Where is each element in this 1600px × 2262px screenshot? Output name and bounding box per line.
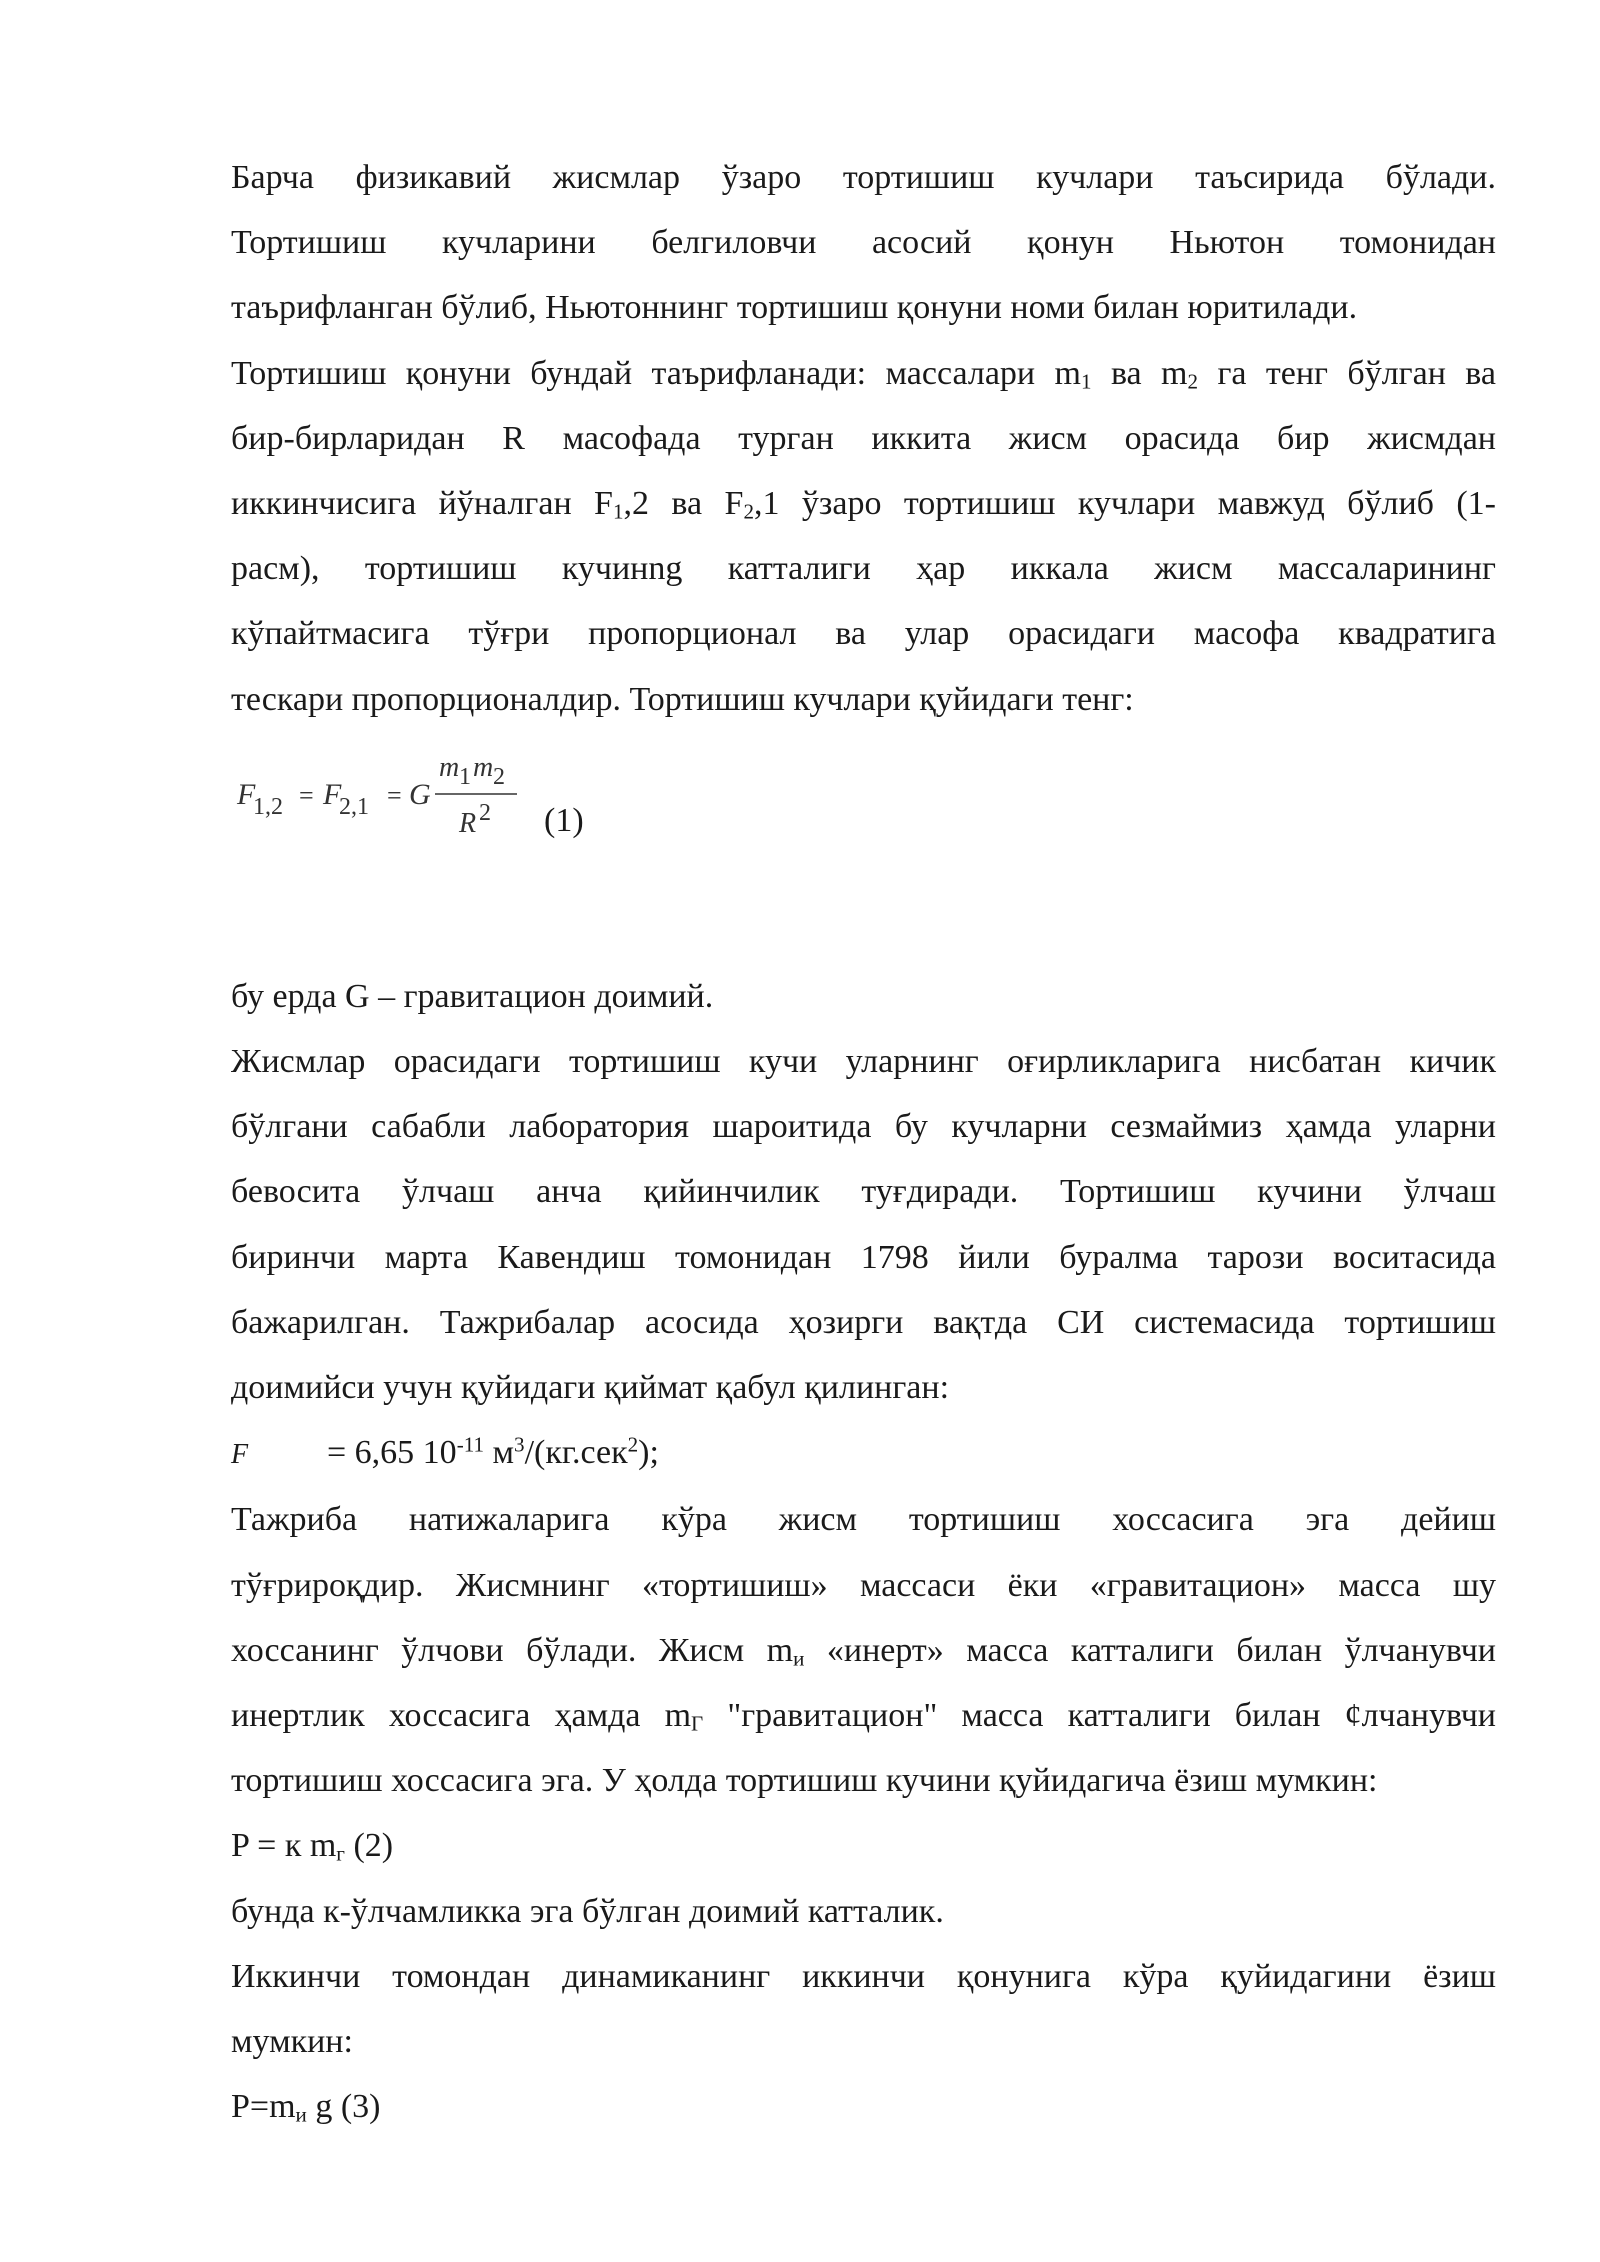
subscript: 2 — [1187, 369, 1199, 394]
constant-line — [231, 1420, 1496, 1487]
formula-block — [231, 732, 1496, 964]
subscript: и — [295, 2102, 307, 2127]
text-run: Тортишиш қонуни бундай таърифланади: массалари m — [231, 354, 1081, 392]
constant-symbol: F — [231, 1439, 249, 1471]
superscript: -11 — [456, 1432, 485, 1457]
text-run: P = к m — [231, 1827, 337, 1865]
text-line — [231, 341, 1496, 406]
text-line: доимийси учун қуйидаги қиймат қабул қилинган: — [231, 1369, 950, 1407]
text-run: иккинчисига йўналган F — [231, 485, 613, 523]
document-body — [231, 145, 1496, 2139]
subscript: 1 — [1080, 369, 1092, 394]
text-run: ,2 ва F — [623, 485, 744, 523]
text-line: биринчи марта Кавендиш томонидан 1798 йили буралма тарози воситасида — [231, 1238, 1496, 1276]
text-line: тортишиш хоссасига эга. У ҳолда тортишиш кучини қуйидагича ёзиш мумкин: — [231, 1762, 1378, 1800]
formula-equals: = — [387, 780, 402, 810]
text-line — [231, 471, 1496, 536]
formula-equals: = — [299, 780, 314, 810]
formula-mid-sub: 2,1 — [339, 793, 369, 820]
formula-den: R — [459, 807, 477, 839]
text-run: (2) — [344, 1827, 394, 1865]
text-line — [231, 1618, 1496, 1683]
text-line: бевосита ўлчаш анча қийинчилик туғдиради. Тортишиш кучини ўлчаш — [231, 1173, 1496, 1211]
subscript: 1 — [612, 499, 624, 524]
formula-num-m2: m — [473, 751, 494, 783]
text-line: расм), тортишиш кучинng катталиги ҳар иккала жисм массаларининг — [231, 550, 1496, 588]
formula-num-sub2: 2 — [493, 763, 505, 790]
formula-mid: F — [323, 777, 342, 811]
formula-den-sup: 2 — [479, 799, 491, 826]
text-line: бу ерда G – гравитацион доимий. — [231, 977, 714, 1015]
subscript: Г — [691, 1711, 704, 1736]
text-line: кўпайтмасига тўғри пропорционал ва улар орасидаги масофа квадратига — [231, 615, 1496, 653]
text-run: «инерт» масса катталиги билан ўлчанувчи — [804, 1631, 1496, 1669]
text-line: Тажриба натижаларига кўра жисм тортишиш хоссасига эга дейиш — [231, 1501, 1496, 1539]
equation-number: (1) — [544, 801, 584, 839]
formula-lhs-sub: 1,2 — [253, 793, 283, 820]
text-line: Барча физикавий жисмлар ўзаро тортишиш кучлари таъсирида бўлади. — [231, 159, 1496, 196]
text-line: Жисмлар орасидаги тортишиш кучи уларнинг оғирликларига нисбатан кичик — [231, 1043, 1496, 1081]
subscript: и — [793, 1646, 805, 1671]
text-line: бунда к-ўлчамликка эга бўлган доимий катталик. — [231, 1892, 944, 1930]
superscript: 2 — [627, 1432, 639, 1457]
text-run: га тенг бўлган ва — [1198, 354, 1496, 392]
superscript: 3 — [514, 1432, 525, 1457]
text-line: бўлгани сабабли лаборатория шароитида бу кучларни сезмаймиз ҳамда уларни — [231, 1108, 1496, 1146]
subscript: г — [336, 1842, 345, 1867]
text-line: тескари пропорционалдир. Тортишиш кучлари қуйидаги тенг: — [231, 680, 1134, 718]
text-run: ); — [638, 1434, 659, 1472]
text-run: /(кг.сек — [524, 1434, 628, 1472]
text-run: "гравитацион" масса катталиги билан ¢лчанувчи — [703, 1697, 1496, 1735]
text-run: = 6,65 10 — [327, 1434, 457, 1472]
subscript: 2 — [743, 499, 755, 524]
equation-line — [231, 2074, 1496, 2139]
text-line: Тортишиш кучларини белгиловчи асосий қонун Ньютон томонидан — [231, 224, 1496, 262]
text-line: бажарилган. Тажрибалар асосида ҳозирги вақтда СИ системасида тортишиш — [231, 1303, 1496, 1341]
formula-lhs: F — [237, 777, 256, 811]
gravitation-formula — [231, 732, 531, 852]
text-run: ,1 ўзаро тортишиш кучлари мавжуд бўлиб (1- — [754, 485, 1497, 523]
equation-line — [231, 1813, 1496, 1878]
text-line: тўғрироқдир. Жисмнинг «тортишиш» массаси ёки «гравитацион» масса шу — [231, 1566, 1496, 1604]
text-line: бир-бирларидан R масофада турган иккита жисм орасида бир жисмдан — [231, 419, 1496, 457]
text-run: м — [484, 1434, 515, 1472]
text-line: Иккинчи томондан динамиканинг иккинчи қонунига кўра қуйидагини ёзиш — [231, 1957, 1496, 1995]
formula-num-m1: m — [439, 751, 460, 783]
text-run: ва m — [1091, 354, 1188, 392]
text-line: таърифланган бўлиб, Ньютоннинг тортишиш қонуни номи билан юритилади. — [231, 289, 1358, 327]
text-line — [231, 1683, 1496, 1748]
formula-num-sub1: 1 — [459, 763, 471, 790]
formula-g: G — [409, 777, 431, 811]
text-line: мумкин: — [231, 2023, 353, 2061]
text-run: инертлик хоссасига ҳамда m — [231, 1697, 692, 1735]
text-run: хоссанинг ўлчови бўлади. Жисм m — [231, 1631, 794, 1669]
text-run: P=m — [231, 2088, 296, 2126]
text-run: g (3) — [306, 2088, 381, 2126]
